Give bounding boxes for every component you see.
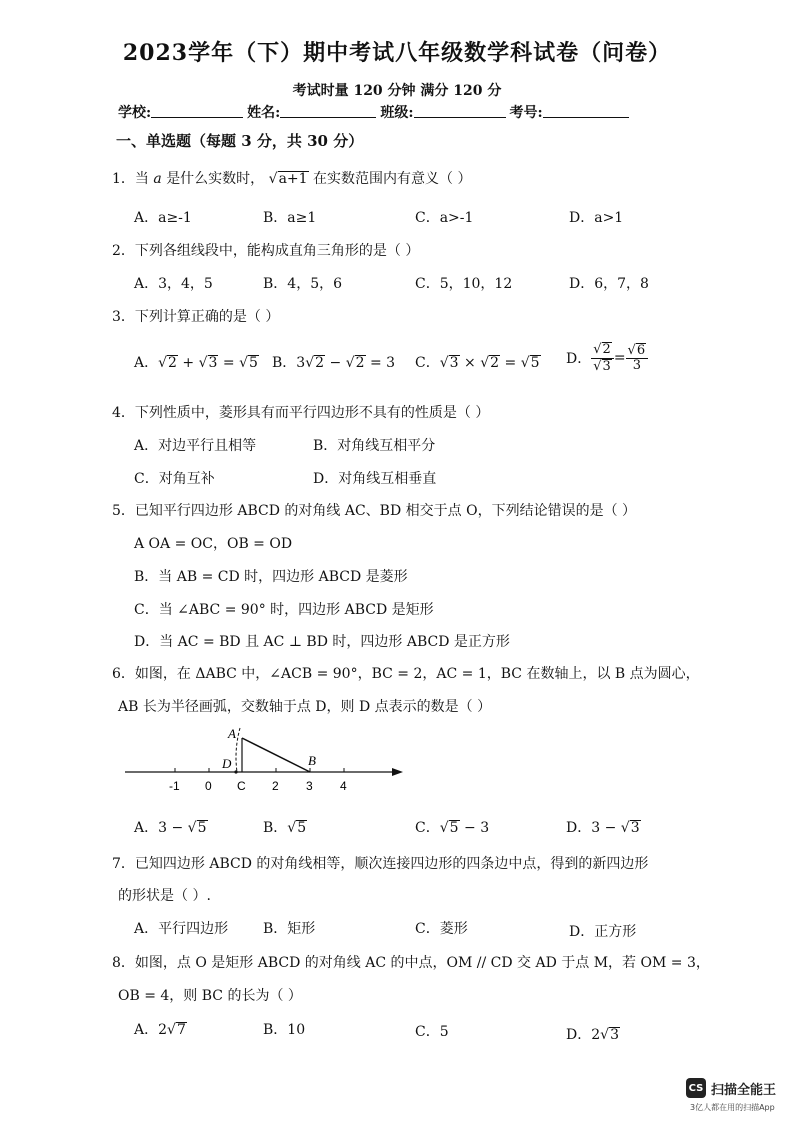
question-8-stem-line-2: OB = 4，则 BC 的长为（ ） bbox=[118, 988, 302, 1004]
school-field[interactable] bbox=[151, 102, 243, 118]
q5-option-d[interactable]: D．当 AC = BD 且 AC ⊥ BD 时，四边形 ABCD 是正方形 bbox=[134, 634, 510, 650]
tick-label: 3 bbox=[306, 779, 313, 793]
point-d bbox=[234, 770, 237, 773]
q7-option-a[interactable]: A．平行四边形 bbox=[134, 921, 229, 937]
question-7-stem-line-1: 7．已知四边形 ABCD 的对角线相等，顺次连接四边形的四条边中点，得到的新四边形 bbox=[112, 856, 649, 872]
q8-option-a[interactable]: A．2√7 bbox=[134, 1022, 186, 1038]
q8-option-c[interactable]: C．5 bbox=[415, 1024, 449, 1040]
q4-option-d[interactable]: D．对角线互相垂直 bbox=[313, 471, 437, 487]
number-line-figure bbox=[120, 722, 410, 802]
axis-arrow bbox=[392, 768, 403, 776]
class-label: 班级: bbox=[380, 105, 414, 121]
point-b-label: B bbox=[308, 753, 316, 768]
tick-label: -1 bbox=[169, 779, 180, 793]
q5-option-a[interactable]: A OA = OC，OB = OD bbox=[134, 536, 293, 552]
camscanner-logo-icon: CS bbox=[686, 1078, 706, 1098]
q1-option-d[interactable]: D．a>1 bbox=[569, 210, 624, 226]
student-info-row bbox=[118, 102, 633, 122]
q2-option-b[interactable]: B．4，5，6 bbox=[263, 276, 343, 292]
class-field[interactable] bbox=[414, 102, 506, 118]
q2-option-c[interactable]: C．5，10，12 bbox=[415, 276, 513, 292]
exam-no-field[interactable] bbox=[543, 102, 629, 118]
q4-option-a[interactable]: A．对边平行且相等 bbox=[134, 438, 257, 454]
q2-option-a[interactable]: A．3，4，5 bbox=[134, 276, 213, 292]
q6-option-a[interactable]: A．3 − √5 bbox=[134, 820, 207, 836]
q5-option-c[interactable]: C．当 ∠ABC = 90° 时，四边形 ABCD 是矩形 bbox=[134, 602, 434, 618]
fraction: $\frac{√2}{√3}$ bbox=[591, 342, 614, 375]
question-1-stem: 1．当 a 是什么实数时， √a+1 在实数范围内有意义（ ） bbox=[112, 171, 472, 187]
arc bbox=[236, 728, 240, 772]
question-3-stem: 3．下列计算正确的是（ ） bbox=[112, 309, 280, 325]
q7-option-b[interactable]: B．矩形 bbox=[263, 921, 316, 937]
question-4-stem: 4．下列性质中，菱形具有而平行四边形不具有的性质是（ ） bbox=[112, 405, 490, 421]
q7-option-c[interactable]: C．菱形 bbox=[415, 921, 468, 937]
tick-label: C bbox=[237, 779, 246, 793]
section-heading: 一、单选题（每题 3 分，共 30 分） bbox=[116, 132, 364, 150]
fraction: $\frac{√6}{3}$ bbox=[626, 343, 649, 375]
q4-option-b[interactable]: B．对角线互相平分 bbox=[313, 438, 436, 454]
q1-option-c[interactable]: C．a>-1 bbox=[415, 210, 474, 226]
page-title: 2023学年（下）期中考试八年级数学科试卷（问卷） bbox=[122, 40, 672, 66]
school-label: 学校: bbox=[118, 105, 152, 121]
question-2-stem: 2．下列各组线段中，能构成直角三角形的是（ ） bbox=[112, 243, 420, 259]
name-label: 姓名: bbox=[247, 105, 281, 121]
radical: a+1 bbox=[278, 171, 308, 187]
q6-option-b[interactable]: B．√5 bbox=[263, 820, 307, 836]
q2-option-d[interactable]: D．6，7，8 bbox=[569, 276, 649, 292]
side-ab bbox=[242, 738, 310, 772]
q3-option-b[interactable]: B．3√2 − √2 = 3 bbox=[272, 355, 396, 371]
q4-option-c[interactable]: C．对角互补 bbox=[134, 471, 215, 487]
point-a-label: A bbox=[228, 726, 236, 741]
q6-option-c[interactable]: C．√5 − 3 bbox=[415, 820, 490, 836]
exam-duration: 考试时量 120 分钟 满分 120 分 bbox=[292, 83, 502, 99]
question-5-stem: 5．已知平行四边形 ABCD 的对角线 AC、BD 相交于点 O，下列结论错误的是（ ） bbox=[112, 503, 637, 519]
exam-no-label: 考号: bbox=[509, 105, 543, 121]
question-7-stem-line-2: 的形状是（ ）. bbox=[118, 888, 211, 904]
q8-option-d[interactable]: D．2√3 bbox=[566, 1027, 619, 1043]
question-6-stem-line-2: AB 长为半径画弧，交数轴于点 D，则 D 点表示的数是（ ） bbox=[118, 699, 492, 715]
question-6-stem-line-1: 6．如图，在 ΔABC 中，∠ACB = 90°，BC = 2，AC = 1，BC 在数轴上，以 B 点为圆心， bbox=[112, 666, 700, 682]
name-field[interactable] bbox=[280, 102, 376, 118]
watermark-tagline: 3亿人都在用的扫描App bbox=[690, 1103, 775, 1112]
q3-option-c[interactable]: C．√3 × √2 = √5 bbox=[415, 355, 540, 371]
watermark-name: 扫描全能王 bbox=[711, 1082, 777, 1098]
q5-option-b[interactable]: B．当 AB = CD 时，四边形 ABCD 是菱形 bbox=[134, 569, 408, 585]
q3-option-d[interactable]: D． $\frac{√2}{√3}$ = $\frac{√6}{3}$ bbox=[566, 342, 648, 375]
q8-option-b[interactable]: B．10 bbox=[263, 1022, 306, 1038]
tick-label: 4 bbox=[340, 779, 347, 793]
q7-option-d[interactable]: D．正方形 bbox=[569, 924, 637, 940]
point-d-label: D bbox=[222, 756, 232, 771]
tick-label: 0 bbox=[205, 779, 212, 793]
tick-label: 2 bbox=[272, 779, 279, 793]
question-8-stem-line-1: 8．如图，点 O 是矩形 ABCD 的对角线 AC 的中点，OM // CD 交 AD 于点 M，若 OM = 3， bbox=[112, 955, 710, 971]
q6-option-d[interactable]: D．3 − √3 bbox=[566, 820, 640, 836]
q1-option-b[interactable]: B．a≥1 bbox=[263, 210, 317, 226]
q3-option-a[interactable]: A．√2 + √3 = √5 bbox=[134, 355, 258, 371]
scanner-watermark bbox=[686, 1078, 776, 1098]
q1-option-a[interactable]: A．a≥-1 bbox=[134, 210, 192, 226]
